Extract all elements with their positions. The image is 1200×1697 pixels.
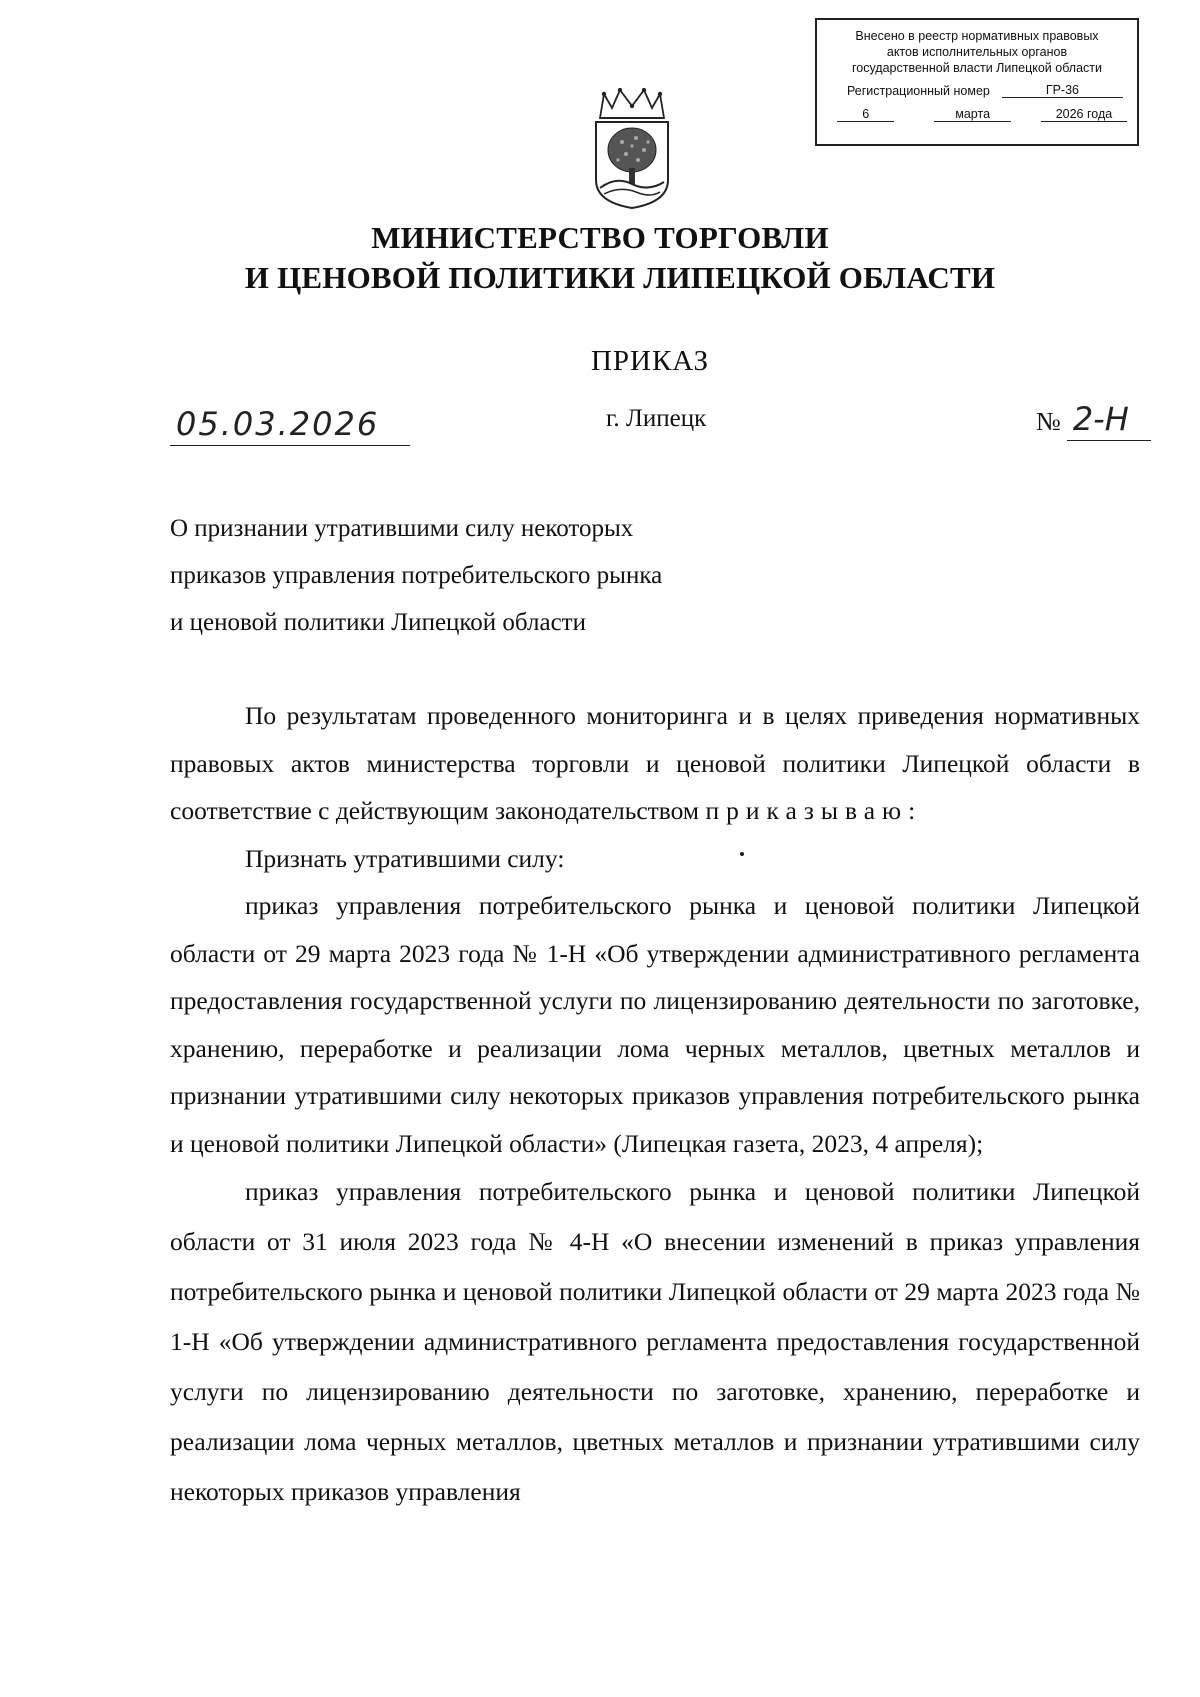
- order-body: [170, 692, 1140, 1517]
- stamp-line-2: актов исполнительных органов: [886, 45, 1068, 59]
- stamp-line-1: Внесено в реестр нормативных правовых: [855, 29, 1099, 43]
- ministry-name-line-1: МИНИСТЕРСТВО ТОРГОВЛИ: [371, 220, 829, 255]
- ministry-name-line-2: И ЦЕНОВОЙ ПОЛИТИКИ ЛИПЕЦКОЙ ОБЛАСТИ: [244, 260, 996, 295]
- stamp-text: [827, 28, 1127, 76]
- order-date: 05.03.2026: [170, 402, 410, 446]
- stamp-registration-label: Регистрационный номер: [847, 84, 990, 98]
- stamp-registration-number: ГР-36: [1002, 83, 1123, 98]
- body-paragraph-declare: Признать утратившими силу:: [245, 843, 565, 873]
- stamp-year: 2026 года: [1041, 107, 1127, 122]
- stamp-date-row: [827, 102, 1127, 122]
- body-paragraph-item-2: приказ управления потребительского рынка и ценовой политики Липецкой области от 31 июля 2023 года № 4-Н «О внесении изменений в приказ управления потребительского рынка и ценовой политики Липецкой области от 29 марта 2023 года № 1-Н «Об утверждении административного регламента предоставления государственной услуги по лицензированию деятельности по заготовке, хранению, переработке и реализации лома черных металлов, цветных металлов и признании утратившими силу некоторых приказов управления: [170, 1177, 1140, 1506]
- preamble-directive: приказываю:: [705, 796, 923, 825]
- stamp-month: марта: [934, 107, 1011, 122]
- order-title: ПРИКАЗ: [590, 345, 710, 377]
- scan-speck: [740, 852, 744, 856]
- body-paragraph-preamble: [170, 692, 1140, 835]
- coat-of-arms-icon: [586, 88, 678, 210]
- subject-line-3: и ценовой политики Липецкой области: [170, 609, 586, 636]
- order-city: г. Липецк: [606, 405, 707, 432]
- order-number: [1036, 395, 1151, 441]
- preamble-text: По результатам проведенного мониторинга и в целях приведения нормативных правовых актов министерства торговли и ценовой политики Липецкой области в соответствие с действующим законодательством: [170, 701, 1140, 825]
- order-subject: [170, 505, 662, 646]
- registry-stamp: [815, 18, 1139, 146]
- subject-line-1: О признании утратившими силу некоторых: [170, 515, 634, 542]
- order-number-value: 2-Н: [1067, 398, 1151, 441]
- number-sign: №: [1036, 407, 1061, 436]
- stamp-line-3: государственной власти Липецкой области: [851, 61, 1103, 75]
- ministry-name: [0, 218, 1200, 298]
- subject-line-2: приказов управления потребительского рынка: [170, 562, 663, 589]
- body-paragraph-item-1: приказ управления потребительского рынка и ценовой политики Липецкой области от 29 марта 2023 года № 1-Н «Об утверждении административного регламента предоставления государственной услуги по лицензированию деятельности по заготовке, хранению, переработке и реализации лома черных металлов, цветных металлов и признании утратившими силу некоторых приказов управления потребительского рынка и ценовой политики Липецкой области» (Липецкая газета, 2023, 4 апреля);: [170, 891, 1140, 1158]
- stamp-registration-row: [827, 78, 1127, 98]
- stamp-day: 6: [837, 107, 894, 122]
